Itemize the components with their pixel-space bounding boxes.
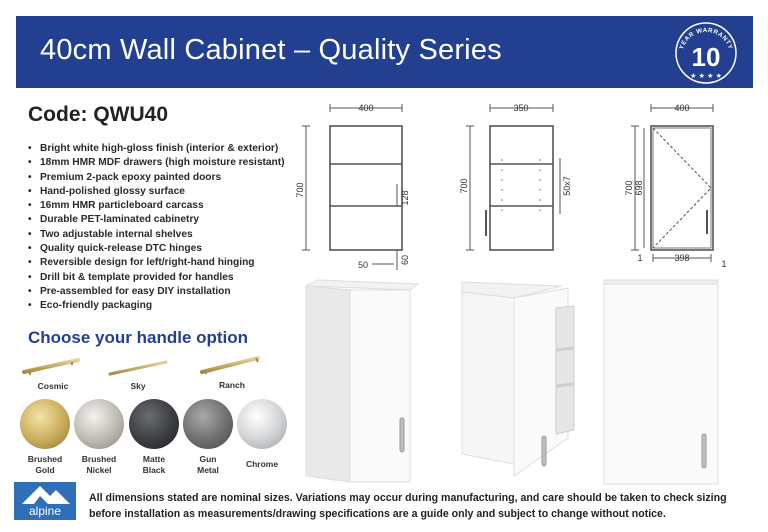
cabinet-render-closed	[300, 278, 420, 484]
back-width-label: 400	[674, 103, 690, 113]
handle-options-heading: Choose your handle option	[28, 328, 249, 347]
side-shelf-holes	[501, 159, 541, 211]
side-holes-label: 50x7	[562, 176, 572, 196]
front-handle-offset-label: 50	[358, 260, 369, 270]
feature-item: • Hand-polished glossy surface	[28, 185, 285, 199]
feature-item: • 18mm HMR MDF drawers (high moisture resistant)	[28, 156, 285, 170]
finish-swatch-gun-metal	[183, 399, 233, 449]
badge-stars: ★ ★ ★ ★	[690, 72, 722, 80]
cabinet-render-front	[600, 276, 724, 486]
product-code: Code: QWU40	[28, 103, 169, 126]
side-width-label: 350	[513, 103, 529, 113]
finish-swatch-chrome	[237, 399, 287, 449]
mountain-icon	[14, 482, 76, 506]
feature-item: • Bright white high-gloss finish (interior & exterior)	[28, 142, 285, 156]
sky-handle-image	[106, 358, 170, 378]
side-height-label: 700	[459, 178, 469, 194]
feature-list	[28, 142, 285, 314]
handle-label-sky: Sky	[130, 381, 146, 391]
side-elevation-drawing	[466, 104, 560, 250]
feature-item: • Pre-assembled for easy DIY installation	[28, 285, 285, 299]
feature-item: • Durable PET-laminated cabinetry	[28, 213, 285, 227]
page-title: 40cm Wall Cabinet – Quality Series	[40, 34, 502, 66]
finish-label-gun-metal: Gun Metal	[197, 454, 219, 475]
feature-item: • Drill bit & template provided for handles	[28, 271, 285, 285]
ranch-handle-image	[198, 354, 264, 376]
finish-swatch-brushed-nickel	[74, 399, 124, 449]
feature-item: • Quality quick-release DTC hinges	[28, 242, 285, 256]
header-banner	[16, 16, 753, 88]
back-inner-width-label: 398	[674, 253, 690, 263]
feature-item: • Two adjustable internal shelves	[28, 228, 285, 242]
feature-item: • Premium 2-pack epoxy painted doors	[28, 171, 285, 185]
back-height-label: 700	[624, 180, 634, 196]
finish-swatch-matte-black	[129, 399, 179, 449]
feature-item: • Reversible design for left/right-hand hinging	[28, 256, 285, 270]
cosmic-handle-image	[20, 356, 84, 376]
alpine-logo	[14, 482, 76, 520]
front-shelf-label: 128	[400, 190, 410, 206]
front-height-label: 700	[295, 182, 305, 198]
front-elevation-drawing	[302, 104, 402, 270]
feature-item: • Eco-friendly packaging	[28, 299, 285, 313]
front-width-label: 400	[358, 103, 374, 113]
finish-swatch-brushed-gold	[20, 399, 70, 449]
warranty-badge	[673, 20, 739, 86]
finish-label-brushed-gold: Brushed Gold	[27, 454, 63, 475]
cabinet-render-open	[458, 278, 578, 484]
finish-label-matte-black: Matte Black	[142, 454, 166, 475]
feature-item: • 16mm HMR particleboard carcass	[28, 199, 285, 213]
badge-arc-text: YEAR WARRANTY	[677, 26, 735, 51]
technical-drawings	[290, 98, 760, 273]
handle-label-cosmic: Cosmic	[37, 381, 69, 391]
back-inner-height-label: 698	[634, 180, 644, 196]
back-offset-right-label: 1	[721, 259, 727, 269]
badge-number: 10	[691, 42, 721, 72]
front-bottom-label: 60	[400, 254, 410, 266]
finish-label-chrome: Chrome	[245, 459, 279, 469]
finish-label-brushed-nickel: Brushed Nickel	[81, 454, 117, 475]
logo-text: alpine	[28, 504, 62, 518]
back-offset-left-label: 1	[637, 253, 643, 263]
handle-label-ranch: Ranch	[219, 380, 245, 390]
disclaimer-text: All dimensions stated are nominal sizes. Variations may occur during manufacturing, and care should be taken to check sizing before installation as measurements/drawing specifications are a guide only and subject to change without notice.	[89, 492, 727, 520]
